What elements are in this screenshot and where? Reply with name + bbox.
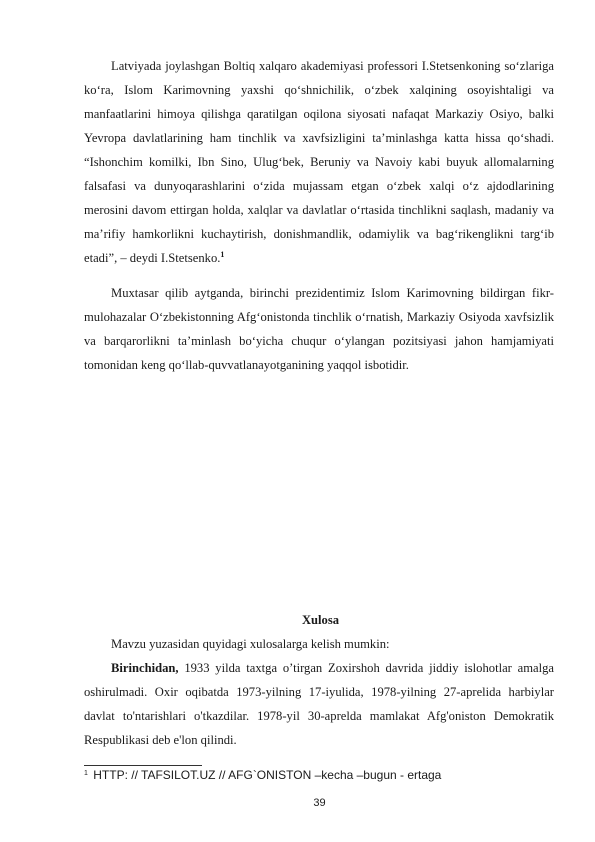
paragraph-text: Muxtasar qilib aytganda, birinchi prezidentimiz Islom Karimovning bildirgan fikr-mulohazalar O‘zbekistonning Afg‘onistonda tinchlik o‘rnatish, Markaziy Osiyoda xavfsizlik va barqarorlikni ta’minlash bo‘yicha chuqur o‘ylangan pozitsiyasi jahon hamjamiyati tomonidan keng qo‘llab-quvvatlanayotganining yaqqol isbotidir. [84,286,554,372]
paragraph-stetsenko-quote [84,54,554,270]
footnote-reference[interactable]: 1 [220,249,225,259]
footnote-text: HTTP: // TAFSILOT.UZ // AFG`ONISTON –kecha –bugun - ertaga [89,768,442,782]
conclusion-intro-text: Mavzu yuzasidan quyidagi xulosalarga kelish mumkin: [111,637,390,651]
footnote [84,767,554,783]
section-heading: Xulosa [301,613,340,627]
footnote-mark: 1 [84,770,88,777]
paragraph-first-conclusion [84,656,554,752]
conclusion-label: Birinchidan, [111,661,179,675]
page-number: 39 [313,797,326,809]
paragraph-text: Latviyada joylashgan Boltiq xalqaro akademiyasi professori I.Stetsenkoning so‘zlariga ko‘ra, Islom Karimovning yaxshi qo‘shnichilik, o‘zbek xalqining osoyishtaligi va manfaatlarini himoya qilishga qaratilgan oqilona siyosati nafaqat Markaziy Osiyo, balki Yevropa davlatlarining ham tinchlik va xavfsizligini ta’minlashga katta hissa qo‘shadi. “Ishonchim komilki, Ibn Sino, Ulug‘bek, Beruniy va Navoiy kabi buyuk allomalarning falsafasi va dunyoqarashlarini o‘zida mujassam etgan o‘zbek xalqi o‘z ajdodlarining merosini davom ettirgan holda, xalqlar va davlatlar o‘rtasida tinchlikni saqlash, madaniy va ma’rifiy hamkorlikni kuchaytirish, donishmandlik, odamiylik va bag‘rikenglikni targ‘ib etadi”, – deydi I.Stetsenko. [84,59,554,265]
paragraph-summary [84,281,554,377]
paragraph-text: 1933 yilda taxtga o’tirgan Zoxirshoh davrida jiddiy islohotlar amalga oshirulmadi. Oxir oqibatda 1973-yilning 17-iyulida, 1978-yilning 27-aprelida harbiylar davlat to'ntarishlari o'tkazdilar. 1978-yil 30-aprelda mamlakat Afg'oniston Demokratik Respublikasi deb e'lon qilindi. [84,661,554,747]
footnote-divider [84,765,202,766]
conclusion-intro [84,632,554,656]
